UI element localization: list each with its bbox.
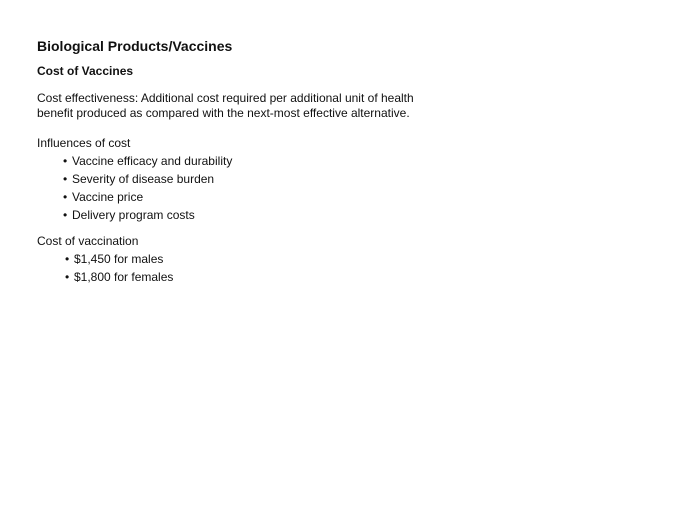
list-item: • Delivery program costs (63, 206, 232, 224)
list-item: • $1,800 for females (65, 268, 173, 286)
list-item: • Vaccine price (63, 188, 232, 206)
vaccination-cost-heading: Cost of vaccination (37, 234, 139, 248)
section-subtitle: Cost of Vaccines (37, 64, 134, 78)
list-item: • Severity of disease burden (63, 170, 232, 188)
vaccination-cost-list (37, 250, 173, 286)
list-item: • $1,450 for males (65, 250, 173, 268)
influences-section (37, 134, 232, 224)
list-item: • Vaccine efficacy and durability (63, 152, 232, 170)
cost-effectiveness-definition (37, 91, 457, 121)
definition-line-1: Cost effectiveness: Additional cost required per additional unit of health (37, 91, 414, 105)
influences-heading: Influences of cost (37, 136, 131, 150)
influences-list (37, 152, 232, 224)
definition-line-2: benefit produced as compared with the next-most effective alternative. (37, 106, 410, 120)
page-title: Biological Products/Vaccines (37, 38, 233, 54)
vaccination-cost-section (37, 232, 173, 286)
